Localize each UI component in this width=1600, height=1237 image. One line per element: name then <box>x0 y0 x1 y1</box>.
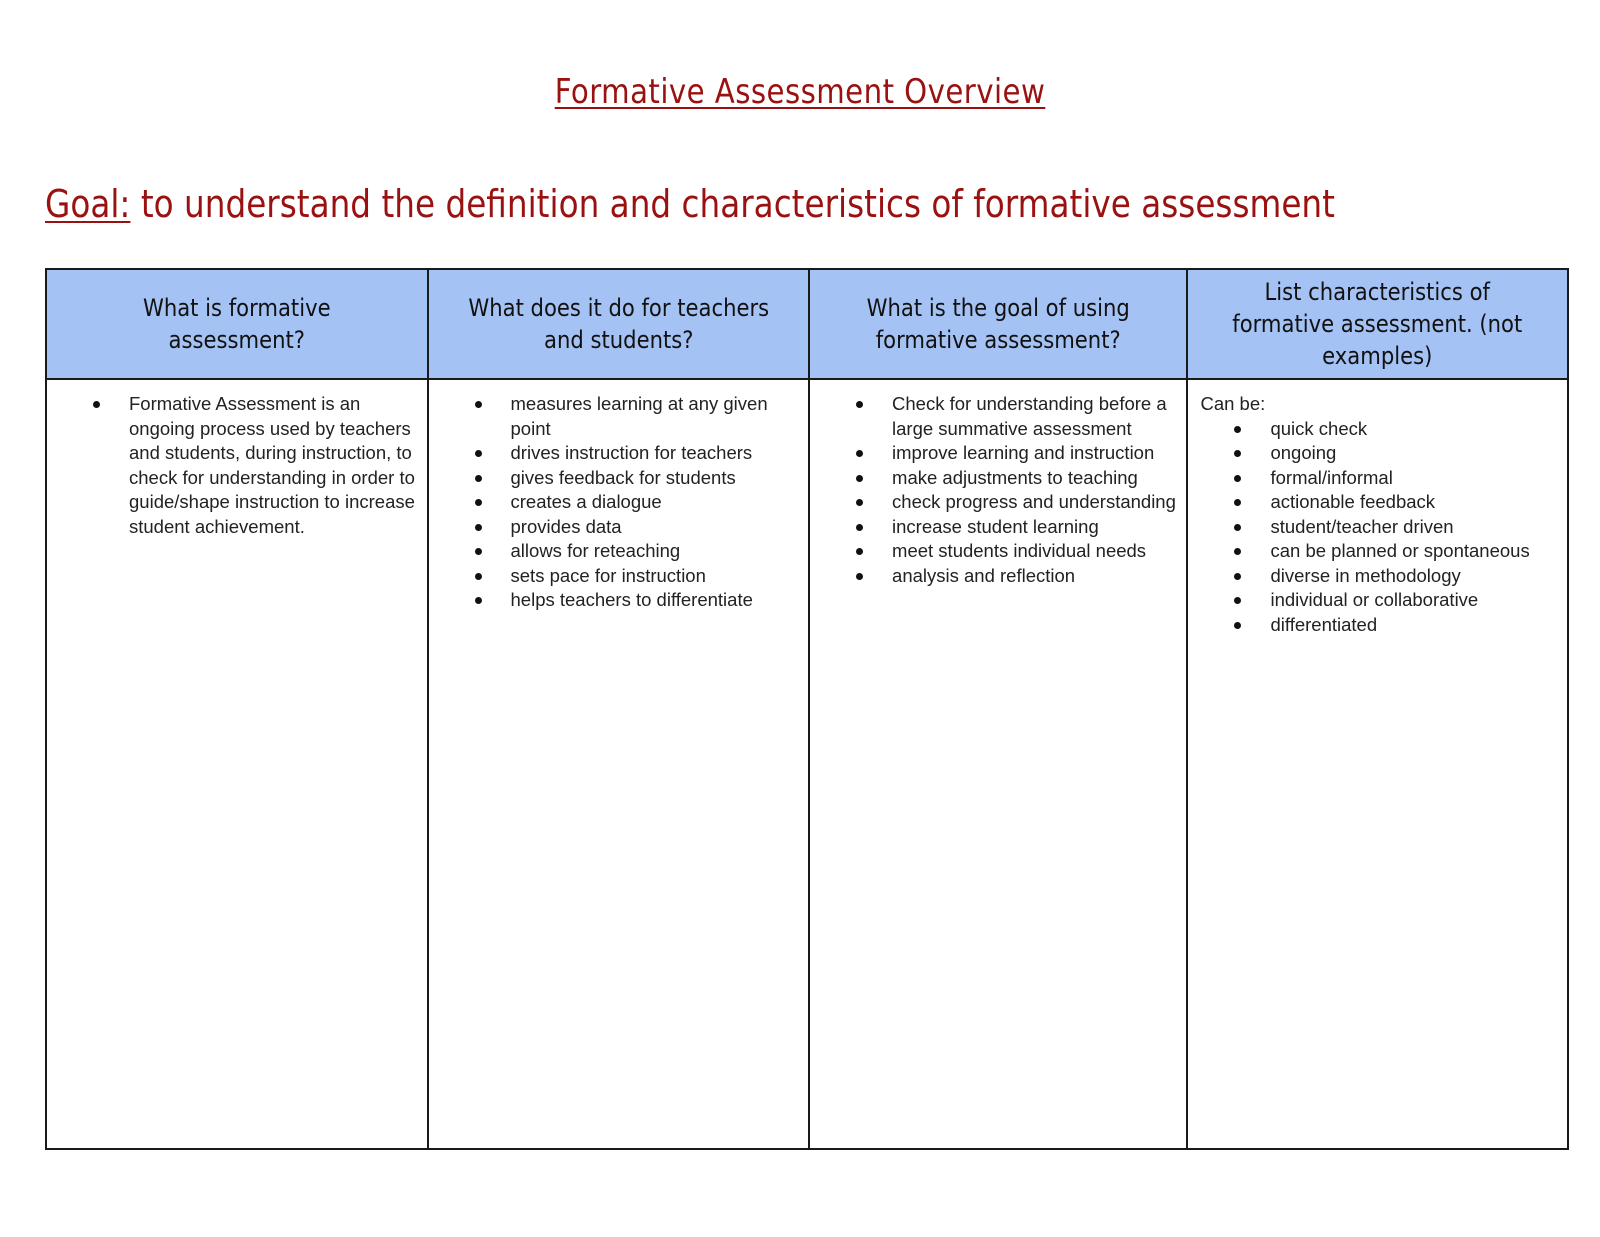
list-item: gives feedback for students <box>511 466 799 491</box>
list-item: differentiated <box>1270 613 1557 638</box>
column-header-purpose: What does it do for teachers and students? <box>428 269 810 379</box>
column-header-definition: What is formative assessment? <box>46 269 428 379</box>
list-item: meet students individual needs <box>892 539 1176 564</box>
column-header-goal: What is the goal of using formative assessment? <box>809 269 1187 379</box>
list-item: Formative Assessment is an ongoing process used by teachers and students, during instruction, to check for understanding in order to guide/shape instruction to increase student achievement. <box>129 392 417 539</box>
list-item: can be planned or spontaneous <box>1270 539 1557 564</box>
list-item: ongoing <box>1270 441 1557 466</box>
list-item: formal/informal <box>1270 466 1557 491</box>
list-item: sets pace for instruction <box>511 564 799 589</box>
list-item: allows for reteaching <box>511 539 799 564</box>
list-item: check progress and understanding <box>892 490 1176 515</box>
goal-text: to understand the definition and characteristics of formative assessment <box>130 182 1335 226</box>
document-title <box>112 72 1488 112</box>
purpose-list <box>439 392 799 613</box>
list-item: make adjustments to teaching <box>892 466 1176 491</box>
list-item: drives instruction for teachers <box>511 441 799 466</box>
column-header-characteristics: List characteristics of formative assessment. (not examples) <box>1187 269 1568 379</box>
characteristics-cell <box>1187 379 1568 1149</box>
list-item: creates a dialogue <box>511 490 799 515</box>
list-item: actionable feedback <box>1270 490 1557 515</box>
list-item: Check for understanding before a large summative assessment <box>892 392 1176 441</box>
list-item: provides data <box>511 515 799 540</box>
list-item: measures learning at any given point <box>511 392 799 441</box>
goal-statement <box>45 182 1335 226</box>
table-body-row <box>46 379 1568 1149</box>
goal-cell <box>809 379 1187 1149</box>
definition-list <box>57 392 417 539</box>
overview-table <box>45 268 1569 1150</box>
list-item: improve learning and instruction <box>892 441 1176 466</box>
list-item: analysis and reflection <box>892 564 1176 589</box>
document-title-text: Formative Assessment Overview <box>554 72 1046 112</box>
table-header-row <box>46 269 1568 379</box>
list-item: quick check <box>1270 417 1557 442</box>
characteristics-list <box>1198 417 1557 638</box>
list-item: individual or collaborative <box>1270 588 1557 613</box>
list-item: increase student learning <box>892 515 1176 540</box>
list-item: helps teachers to differentiate <box>511 588 799 613</box>
goal-list <box>820 392 1176 588</box>
definition-cell <box>46 379 428 1149</box>
goal-label: Goal: <box>45 182 131 226</box>
list-item: diverse in methodology <box>1270 564 1557 589</box>
characteristics-intro: Can be: <box>1200 393 1266 414</box>
list-item: student/teacher driven <box>1270 515 1557 540</box>
purpose-cell <box>428 379 810 1149</box>
